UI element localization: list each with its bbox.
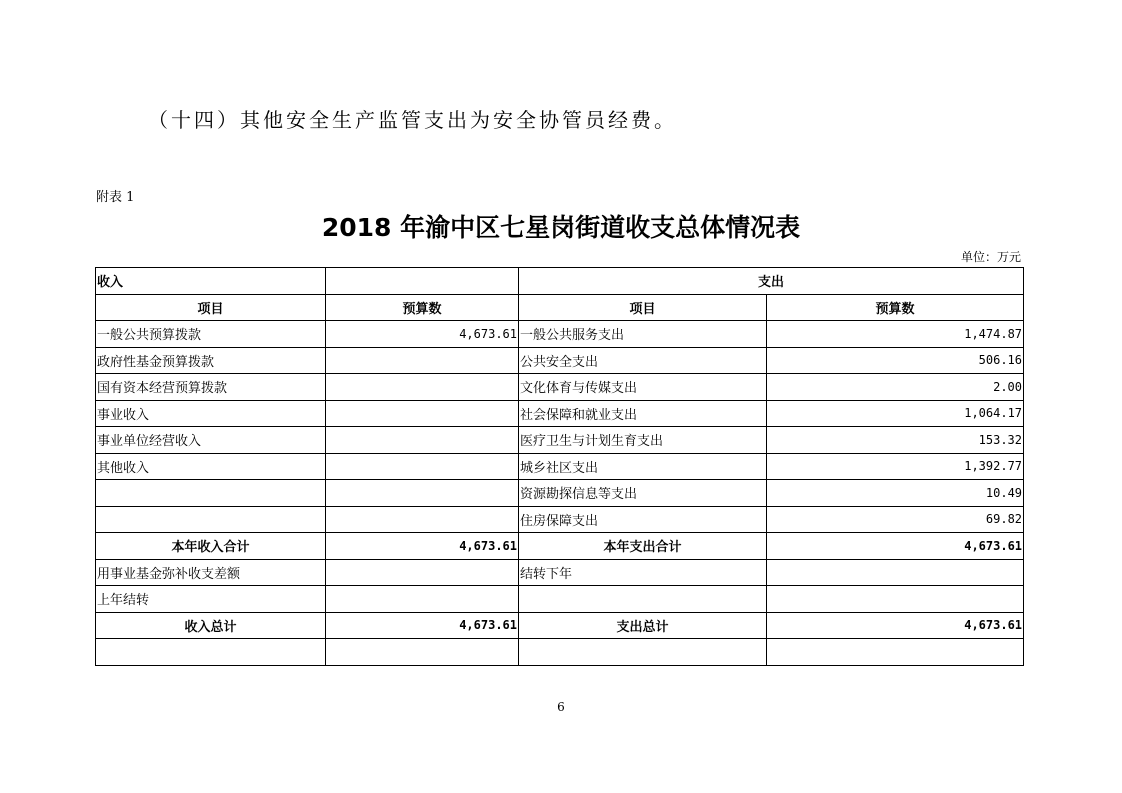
income-item: 国有资本经营预算拨款	[96, 374, 326, 401]
income-item	[96, 506, 326, 533]
blank-cell	[326, 639, 519, 666]
blank-cell	[519, 639, 767, 666]
carry-forward-label: 结转下年	[519, 559, 767, 586]
income-grand-total: 4,673.61	[326, 612, 519, 639]
income-value	[326, 480, 519, 507]
income-value	[326, 453, 519, 480]
income-item: 一般公共预算拨款	[96, 321, 326, 348]
section-header-row	[96, 268, 1024, 295]
table-row	[96, 374, 1024, 401]
col-header-item: 项目	[519, 294, 767, 321]
table-row	[96, 400, 1024, 427]
blank-cell	[96, 639, 326, 666]
income-value	[326, 347, 519, 374]
expense-value: 1,392.77	[767, 453, 1024, 480]
year-expense-total-label: 本年支出合计	[519, 533, 767, 560]
expense-value: 1,474.87	[767, 321, 1024, 348]
income-item: 其他收入	[96, 453, 326, 480]
body-paragraph: （十四）其他安全生产监管支出为安全协管员经费。	[148, 108, 677, 132]
table-row	[96, 321, 1024, 348]
income-value	[326, 374, 519, 401]
expense-value: 69.82	[767, 506, 1024, 533]
col-header-budget: 预算数	[326, 294, 519, 321]
expense-item: 社会保障和就业支出	[519, 400, 767, 427]
year-expense-total: 4,673.61	[767, 533, 1024, 560]
income-value	[326, 400, 519, 427]
table-row	[96, 480, 1024, 507]
budget-table	[95, 267, 1024, 666]
expense-section-header: 支出	[519, 268, 1024, 295]
appendix-label: 附表 1	[96, 190, 135, 205]
blank-cell	[767, 639, 1024, 666]
expense-value: 153.32	[767, 427, 1024, 454]
fund-gap-label: 用事业基金弥补收支差额	[96, 559, 326, 586]
expense-value: 506.16	[767, 347, 1024, 374]
year-income-total: 4,673.61	[326, 533, 519, 560]
page-number: 6	[557, 700, 565, 714]
table-row	[96, 427, 1024, 454]
income-value: 4,673.61	[326, 321, 519, 348]
year-total-row	[96, 533, 1024, 560]
expense-item: 住房保障支出	[519, 506, 767, 533]
income-grand-label: 收入总计	[96, 612, 326, 639]
column-header-row	[96, 294, 1024, 321]
table-title: 2018 年渝中区七星岗街道收支总体情况表	[321, 213, 801, 242]
expense-item: 文化体育与传媒支出	[519, 374, 767, 401]
blank-cell	[326, 586, 519, 613]
expense-value: 1,064.17	[767, 400, 1024, 427]
blank-cell	[767, 586, 1024, 613]
blank-cell	[326, 268, 519, 295]
blank-cell	[767, 559, 1024, 586]
prior-year-label: 上年结转	[96, 586, 326, 613]
income-item	[96, 480, 326, 507]
table-row	[96, 506, 1024, 533]
expense-item: 城乡社区支出	[519, 453, 767, 480]
expense-grand-total: 4,673.61	[767, 612, 1024, 639]
table-row	[96, 586, 1024, 613]
empty-row	[96, 639, 1024, 666]
blank-cell	[519, 586, 767, 613]
expense-value: 10.49	[767, 480, 1024, 507]
expense-item: 资源勘探信息等支出	[519, 480, 767, 507]
table-row	[96, 559, 1024, 586]
expense-value: 2.00	[767, 374, 1024, 401]
unit-label: 单位：万元	[960, 250, 1021, 264]
expense-item: 医疗卫生与计划生育支出	[519, 427, 767, 454]
expense-grand-label: 支出总计	[519, 612, 767, 639]
table-row	[96, 453, 1024, 480]
income-item: 事业单位经营收入	[96, 427, 326, 454]
grand-total-row	[96, 612, 1024, 639]
expense-item: 公共安全支出	[519, 347, 767, 374]
income-item: 事业收入	[96, 400, 326, 427]
expense-item: 一般公共服务支出	[519, 321, 767, 348]
income-value	[326, 427, 519, 454]
income-item: 政府性基金预算拨款	[96, 347, 326, 374]
income-value	[326, 506, 519, 533]
blank-cell	[326, 559, 519, 586]
year-income-total-label: 本年收入合计	[96, 533, 326, 560]
col-header-item: 项目	[96, 294, 326, 321]
income-section-header: 收入	[96, 268, 326, 295]
col-header-budget: 预算数	[767, 294, 1024, 321]
table-row	[96, 347, 1024, 374]
